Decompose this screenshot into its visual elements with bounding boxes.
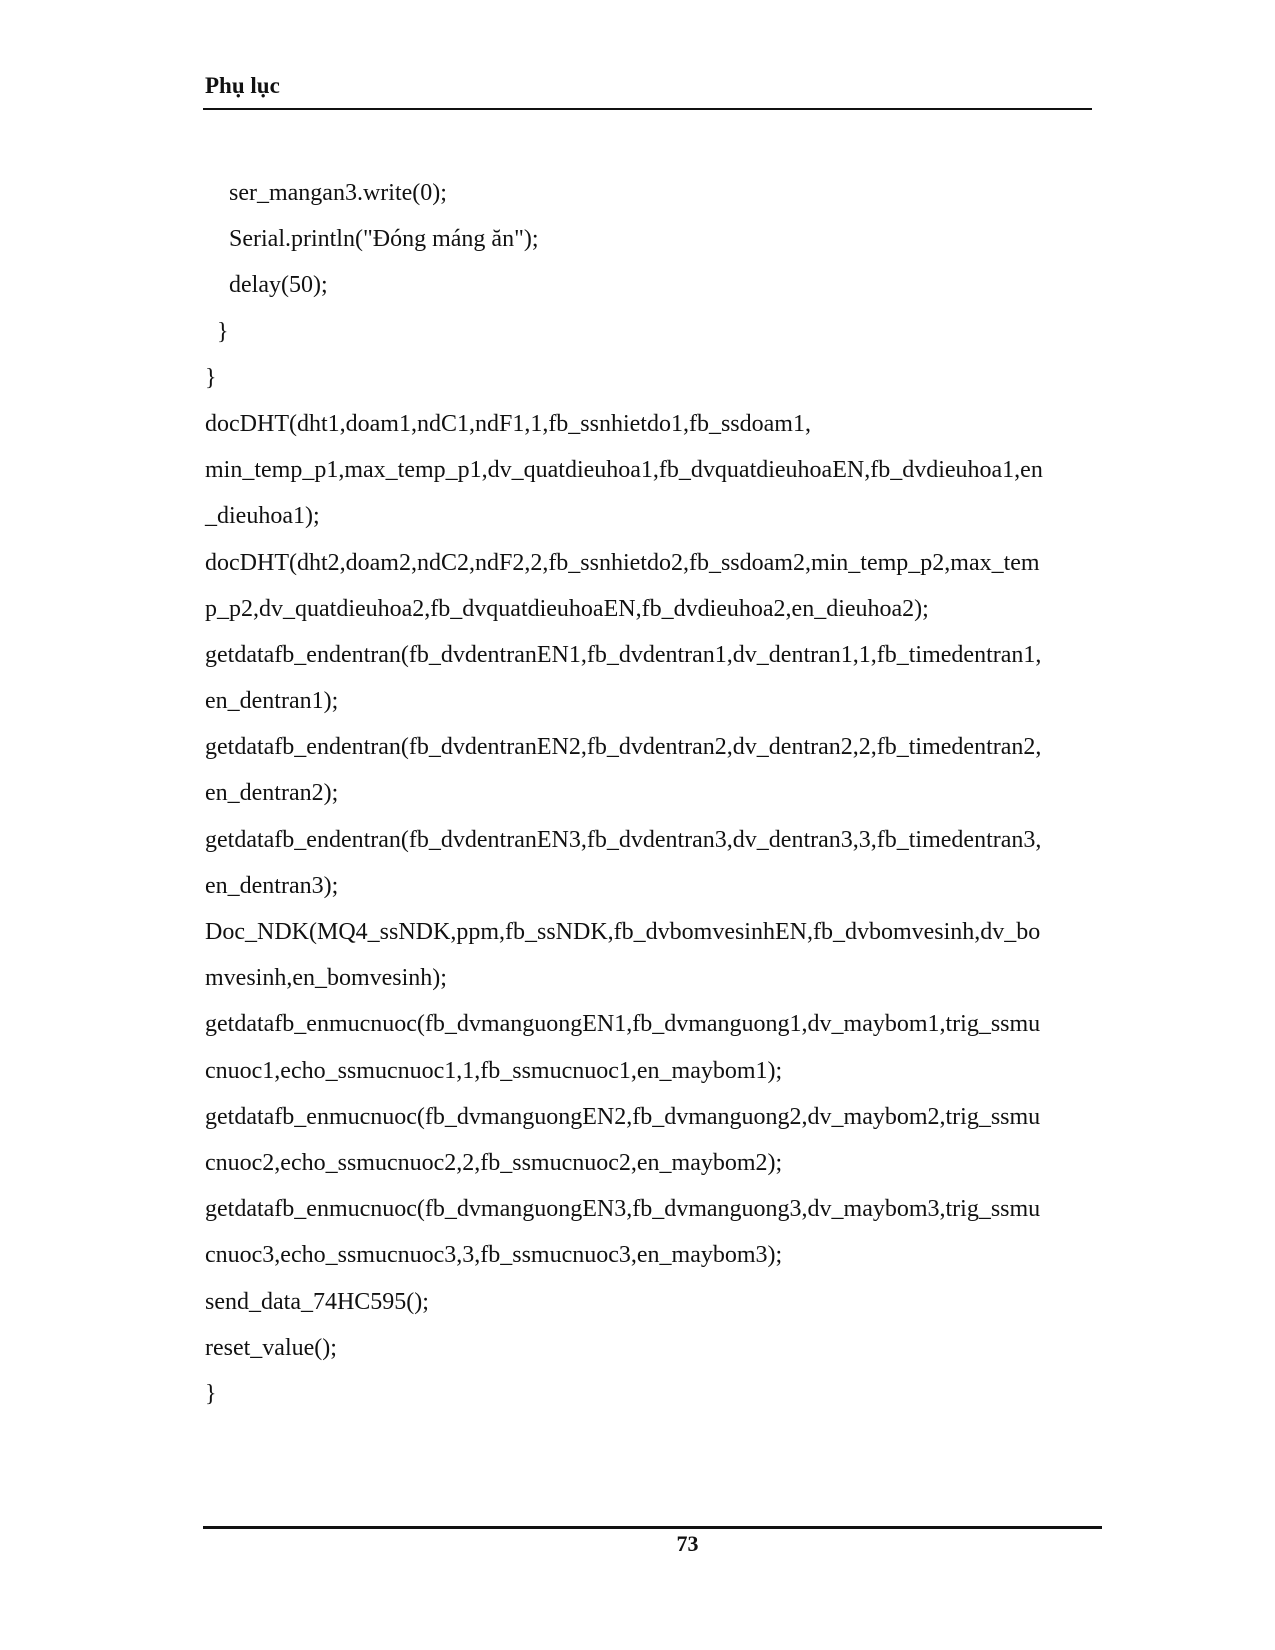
code-line: send_data_74HC595(); [205, 1288, 429, 1315]
code-line: _dieuhoa1); [205, 503, 320, 530]
code-line: Serial.println("Đóng máng ăn"); [205, 226, 539, 253]
code-line: getdatafb_endentran(fb_dvdentranEN2,fb_dvdentran2,dv_dentran2,2,fb_timedentran2, [205, 734, 1042, 761]
code-line: min_temp_p1,max_temp_p1,dv_quatdieuhoa1,fb_dvquatdieuhoaEN,fb_dvdieuhoa1,en [205, 457, 1043, 484]
code-line: cnuoc2,echo_ssmucnuoc2,2,fb_ssmucnuoc2,en_maybom2); [205, 1149, 783, 1176]
code-line: getdatafb_enmucnuoc(fb_dvmanguongEN1,fb_dvmanguong1,dv_maybom1,trig_ssmu [205, 1011, 1041, 1038]
footer-divider [203, 1526, 1102, 1529]
code-line: ser_mangan3.write(0); [205, 180, 447, 206]
code-line: getdatafb_endentran(fb_dvdentranEN1,fb_dvdentran1,dv_dentran1,1,fb_timedentran1, [205, 641, 1042, 668]
code-line: getdatafb_endentran(fb_dvdentranEN3,fb_dvdentran3,dv_dentran3,3,fb_timedentran3, [205, 826, 1042, 853]
code-line: en_dentran2); [205, 780, 339, 807]
code-line: getdatafb_enmucnuoc(fb_dvmanguongEN3,fb_dvmanguong3,dv_maybom3,trig_ssmu [205, 1196, 1041, 1223]
code-line: p_p2,dv_quatdieuhoa2,fb_dvquatdieuhoaEN,fb_dvdieuhoa2,en_dieuhoa2); [205, 595, 929, 622]
code-line: cnuoc3,echo_ssmucnuoc3,3,fb_ssmucnuoc3,en_maybom3); [205, 1242, 783, 1269]
code-line: Doc_NDK(MQ4_ssNDK,ppm,fb_ssNDK,fb_dvbomvesinhEN,fb_dvbomvesinh,dv_bo [205, 919, 1041, 945]
code-line: delay(50); [205, 272, 328, 299]
code-line: reset_value(); [205, 1334, 337, 1361]
code-line: mvesinh,en_bomvesinh); [205, 965, 447, 992]
code-line: docDHT(dht2,doam2,ndC2,ndF2,2,fb_ssnhietdo2,fb_ssdoam2,min_temp_p2,max_tem [205, 549, 1040, 576]
code-line: getdatafb_enmucnuoc(fb_dvmanguongEN2,fb_dvmanguong2,dv_maybom2,trig_ssmu [205, 1103, 1041, 1130]
code-line: } [205, 364, 217, 391]
code-line: cnuoc1,echo_ssmucnuoc1,1,fb_ssmucnuoc1,en_maybom1); [205, 1057, 783, 1084]
code-line: docDHT(dht1,doam1,ndC1,ndF1,1,fb_ssnhietdo1,fb_ssdoam1, [205, 410, 811, 437]
code-listing [205, 170, 1165, 1417]
code-line: en_dentran3); [205, 872, 339, 899]
code-line: en_dentran1); [205, 688, 339, 715]
page-number: 73 [676, 1531, 699, 1556]
header-divider [203, 108, 1092, 110]
code-line: } [205, 318, 229, 345]
code-line: } [205, 1380, 217, 1407]
page-header-title: Phụ lục [205, 73, 280, 98]
